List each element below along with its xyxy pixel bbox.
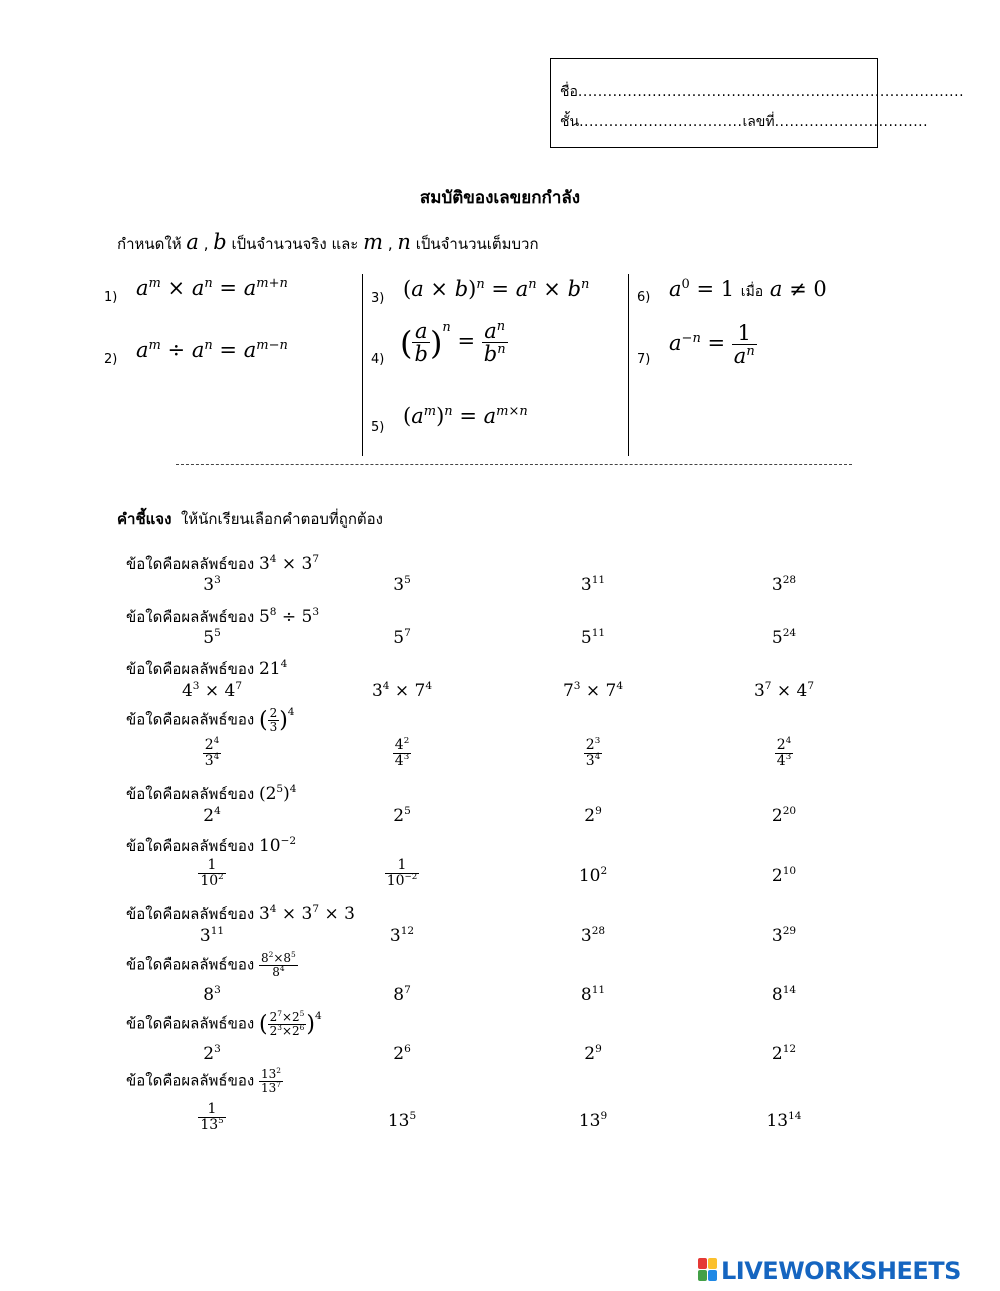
rule-4-formula: ( $\frac{a}{b}$ )$^n$ = $\frac{a^n}{b^n}$	[400, 318, 506, 367]
given-statement: กำหนดให้ a , b เป็นจำนวนจริง และ m , n เป็นจำนวนเต็มบวก	[117, 230, 539, 254]
section-divider	[176, 464, 852, 465]
rule-5-number: 5)	[371, 420, 385, 435]
question-3: ข้อใดคือผลลัพธ์ของ $21^4$	[126, 658, 288, 679]
q1-option-d[interactable]: $3^{28}$	[771, 574, 797, 595]
var-b: b	[213, 230, 227, 254]
name-dots: ..............................................................................	[577, 84, 965, 100]
q9-option-a[interactable]: $2^3$	[203, 1043, 221, 1064]
rule-1-number: 1)	[104, 290, 118, 305]
q4-option-a[interactable]: $\frac{2^4}{3^4}$	[204, 736, 220, 769]
var-a: a	[186, 230, 199, 254]
q9-option-c[interactable]: $2^9$	[584, 1043, 602, 1064]
q6-option-b[interactable]: $\frac{1}{10^{-2}}$	[386, 857, 418, 889]
q8-option-d[interactable]: $8^{14}$	[771, 984, 797, 1005]
question-8: ข้อใดคือผลลัพธ์ของ $\frac{8^2\times 8^5}{8^4}$	[126, 950, 296, 979]
var-m: m	[363, 230, 384, 254]
q7-option-c[interactable]: $3^{28}$	[580, 925, 606, 946]
rule-4-number: 4)	[371, 352, 385, 367]
rule-3-formula: $(a \times b)^n = a^n \times b^n$	[403, 276, 590, 301]
q5-option-a[interactable]: $2^4$	[203, 805, 221, 826]
question-2: ข้อใดคือผลลัพธ์ของ $5^8 \div 5^3$	[126, 606, 320, 627]
rule-7-formula: $a^{-n}$ = $\frac{1}{a^n}$	[669, 321, 755, 369]
q4-option-d[interactable]: $\frac{2^4}{4^3}$	[776, 736, 792, 769]
q10-option-a[interactable]: $\frac{1}{13^5}$	[200, 1101, 224, 1133]
q1-option-b[interactable]: $3^5$	[393, 574, 411, 595]
question-prompt: ข้อใดคือผลลัพธ์ของ	[126, 1071, 255, 1090]
class-dots: .................................	[579, 114, 743, 130]
question-1: ข้อใดคือผลลัพธ์ของ $3^4 \times 3^7$	[126, 553, 320, 574]
question-prompt: ข้อใดคือผลลัพธ์ของ	[126, 955, 255, 974]
q3-option-a[interactable]: $4^3 \times 4^7$	[181, 680, 243, 701]
q8-option-c[interactable]: $8^{11}$	[580, 984, 606, 1005]
question-prompt: ข้อใดคือผลลัพธ์ของ	[126, 660, 255, 678]
divider-left	[362, 274, 363, 456]
given-integer: เป็นจำนวนเต็มบวก	[415, 235, 539, 253]
given-prefix: กำหนดให้	[117, 235, 182, 253]
name-line[interactable]	[560, 81, 964, 103]
question-prompt: ข้อใดคือผลลัพธ์ของ	[126, 555, 255, 573]
q1-option-a[interactable]: $3^3$	[203, 574, 221, 595]
instructions	[117, 507, 383, 531]
class-line[interactable]	[560, 111, 928, 133]
number-label: เลขที่	[742, 114, 775, 130]
q7-option-d[interactable]: $3^{29}$	[771, 925, 797, 946]
q6-option-d[interactable]: $2^{10}$	[771, 865, 797, 886]
q10-option-d[interactable]: $13^{14}$	[766, 1110, 802, 1131]
q2-option-d[interactable]: $5^{24}$	[771, 627, 797, 648]
logo-text: LIVEWORKSHEETS	[721, 1257, 961, 1285]
q5-option-d[interactable]: $2^{20}$	[771, 805, 797, 826]
liveworksheets-logo	[698, 1257, 961, 1285]
rule-2-number: 2)	[104, 352, 118, 367]
rule-2-formula: $a^m \div a^n = a^{m-n}$	[136, 337, 288, 362]
question-7: ข้อใดคือผลลัพธ์ของ $3^4 \times 3^7 \times 3$	[126, 903, 355, 924]
q10-option-c[interactable]: $13^9$	[578, 1110, 608, 1131]
question-prompt: ข้อใดคือผลลัพธ์ของ	[126, 710, 255, 729]
instructions-label: คำชี้แจง	[117, 510, 172, 528]
q1-option-c[interactable]: $3^{11}$	[580, 574, 606, 595]
question-6: ข้อใดคือผลลัพธ์ของ $10^{-2}$	[126, 835, 297, 856]
rule-5-formula: $(a^m)^n = a^{m\times n}$	[403, 403, 528, 428]
question-prompt: ข้อใดคือผลลัพธ์ของ	[126, 837, 255, 855]
rule-3-number: 3)	[371, 291, 385, 306]
q2-option-c[interactable]: $5^{11}$	[580, 627, 606, 648]
rule-7-number: 7)	[637, 352, 651, 367]
q2-option-a[interactable]: $5^5$	[203, 627, 221, 648]
class-label: ชั้น	[560, 114, 580, 130]
rule-1-formula: $a^m \times a^n = a^{m+n}$	[136, 275, 288, 300]
divider-right	[628, 274, 629, 456]
q4-option-c[interactable]: $\frac{2^3}{3^4}$	[585, 736, 601, 769]
student-info-box	[550, 58, 965, 148]
page-title: สมบัติของเลขยกกำลัง	[419, 188, 581, 208]
q9-option-b[interactable]: $2^6$	[393, 1043, 411, 1064]
question-10: ข้อใดคือผลลัพธ์ของ $\frac{13^2}{13^7}$	[126, 1066, 281, 1095]
when-label: เมื่อ	[740, 284, 764, 300]
question-prompt: ข้อใดคือผลลัพธ์ของ	[126, 905, 255, 923]
question-prompt: ข้อใดคือผลลัพธ์ของ	[126, 1014, 255, 1033]
q3-option-c[interactable]: $7^3 \times 7^4$	[562, 680, 624, 701]
rule-6-number: 6)	[637, 290, 651, 305]
q4-option-b[interactable]: $\frac{4^2}{4^3}$	[394, 736, 410, 769]
question-prompt: ข้อใดคือผลลัพธ์ของ	[126, 785, 255, 803]
q5-option-c[interactable]: $2^9$	[584, 805, 602, 826]
q2-option-b[interactable]: $5^7$	[393, 627, 411, 648]
q6-option-a[interactable]: $\frac{1}{10^2}$	[200, 857, 224, 889]
q3-option-b[interactable]: $3^4 \times 7^4$	[371, 680, 433, 701]
question-prompt: ข้อใดคือผลลัพธ์ของ	[126, 608, 255, 626]
liveworksheets-icon	[698, 1258, 718, 1282]
given-real: เป็นจำนวนจริง และ	[231, 235, 359, 253]
q7-option-b[interactable]: $3^{12}$	[389, 925, 415, 946]
q8-option-b[interactable]: $8^7$	[393, 984, 411, 1005]
q8-option-a[interactable]: $8^3$	[203, 984, 221, 1005]
q10-option-b[interactable]: $13^5$	[387, 1110, 417, 1131]
q7-option-a[interactable]: $3^{11}$	[199, 925, 225, 946]
q9-option-d[interactable]: $2^{12}$	[771, 1043, 797, 1064]
q5-option-b[interactable]: $2^5$	[393, 805, 411, 826]
instructions-text: ให้นักเรียนเลือกคำตอบที่ถูกต้อง	[180, 510, 384, 528]
question-4: ข้อใดคือผลลัพธ์ของ ( $\frac{2}{3}$ )$^4$	[126, 706, 295, 734]
name-label: ชื่อ	[560, 84, 578, 100]
q6-option-c[interactable]: $10^2$	[578, 865, 608, 886]
q3-option-d[interactable]: $3^7 \times 4^7$	[753, 680, 815, 701]
var-n: n	[397, 230, 411, 254]
rule-6-formula: $a^0 = 1$ เมื่อ a ≠ 0	[669, 276, 827, 301]
question-9: ข้อใดคือผลลัพธ์ของ ( $\frac{2^7\times 2^5}{2^3\times 2^6}$ )$^4$	[126, 1009, 322, 1038]
number-dots: ...............................	[774, 114, 929, 130]
question-5: ข้อใดคือผลลัพธ์ของ $(2^5)^4$	[126, 783, 297, 804]
